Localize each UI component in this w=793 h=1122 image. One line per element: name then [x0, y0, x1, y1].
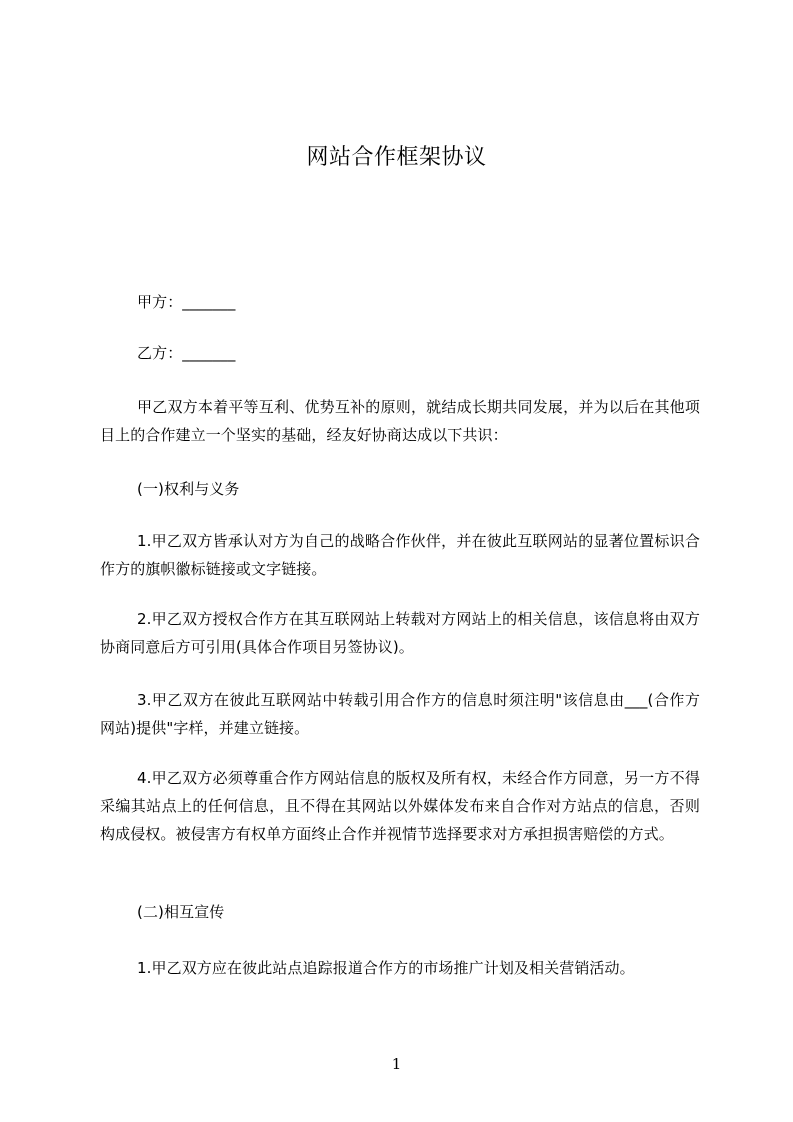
party-b-line: 乙方：_______	[137, 344, 236, 362]
section-2-heading: (二)相互宣传	[137, 903, 225, 921]
section-2-item: 1.甲乙双方应在彼此站点追踪报道合作方的市场推广计划及相关营销活动。	[137, 959, 635, 977]
section-1-item: 2.甲乙双方授权合作方在其互联网站上转载对方网站上的相关信息，该信息将由双方协商同意后方可引用(具体合作项目另签协议)。	[100, 610, 700, 656]
document-title: 网站合作框架协议	[306, 145, 487, 170]
section-1-item: 4.甲乙双方必须尊重合作方网站信息的版权及所有权，未经合作方同意，另一方不得采编其站点上的任何信息，且不得在其网站以外媒体发布来自合作对方站点的信息，否则构成侵权。被侵害方有权单方面终止合作并视情节选择要求对方承担损害赔偿的方式。	[100, 769, 700, 843]
party-a-line: 甲方：_______	[137, 293, 236, 311]
page-number: 1	[391, 1055, 402, 1073]
section-1-item: 1.甲乙双方皆承认对方为自己的战略合作伙伴，并在彼此互联网站的显著位置标识合作方的旗帜徽标链接或文字链接。	[100, 532, 700, 578]
section-1-heading: (一)权利与义务	[137, 480, 240, 498]
intro-paragraph: 甲乙双方本着平等互利、优势互补的原则，就结成长期共同发展，并为以后在其他项目上的合作建立一个坚实的基础，经友好协商达成以下共识：	[100, 398, 700, 444]
section-1-item: 3.甲乙双方在彼此互联网站中转载引用合作方的信息时须注明"该信息由___(合作方网站)提供"字样，并建立链接。	[100, 691, 700, 737]
